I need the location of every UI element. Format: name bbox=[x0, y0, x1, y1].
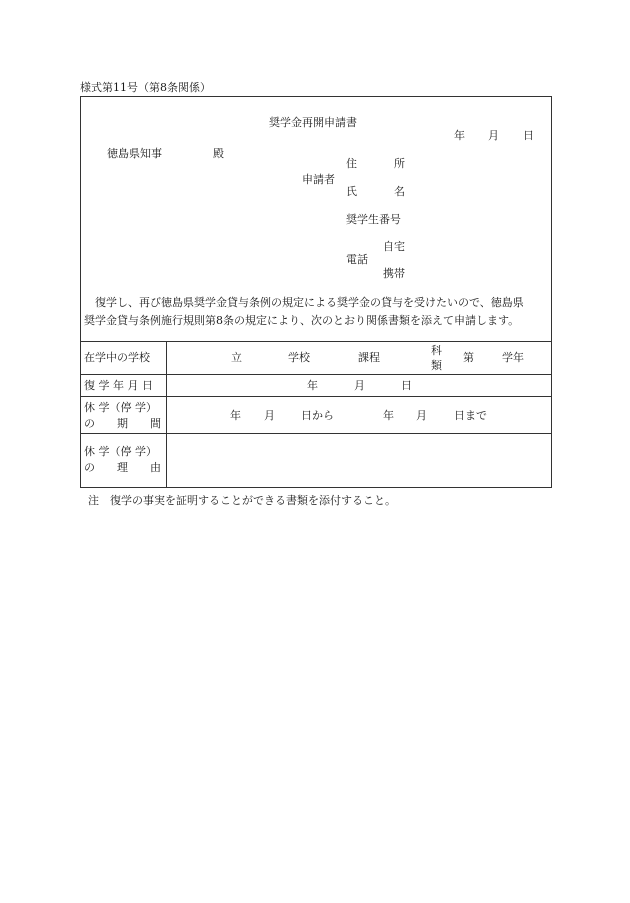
date-day-field[interactable]: 日 bbox=[523, 129, 534, 142]
school-label: 在学中の学校 bbox=[84, 351, 150, 364]
body-text-line-2: 奨学金貸与条例施行規則第8条の規定により、次のとおり関係書類を添えて申請します。 bbox=[84, 314, 520, 327]
table-label-column-divider bbox=[166, 341, 167, 488]
form-number: 様式第11号（第8条関係） bbox=[80, 81, 211, 94]
leave-to-day[interactable]: 日まで bbox=[454, 409, 487, 422]
name-label-part1: 氏 bbox=[346, 185, 357, 198]
addressee-honorific: 殿 bbox=[213, 147, 224, 160]
applicant-label: 申請者 bbox=[302, 173, 335, 186]
leave-to-month[interactable]: 月 bbox=[416, 409, 427, 422]
school-dai: 第 bbox=[463, 351, 474, 364]
body-text-line-1: 復学し、再び徳島県奨学金貸与条例の規定による奨学金の貸与を受けたいので、徳島県 bbox=[84, 296, 524, 309]
address-label-part2: 所 bbox=[394, 157, 405, 170]
address-label-part1: 住 bbox=[346, 157, 357, 170]
school-ritsu: 立 bbox=[231, 351, 242, 364]
date-month-field[interactable]: 月 bbox=[488, 129, 499, 142]
school-gakko: 学校 bbox=[288, 351, 310, 364]
student-number-label: 奨学生番号 bbox=[346, 213, 401, 226]
school-katei: 課程 bbox=[358, 351, 380, 364]
return-date-label: 復 学 年 月 日 bbox=[84, 379, 153, 392]
leave-reason-field[interactable] bbox=[170, 437, 548, 485]
footnote: 注 復学の事実を証明することができる書類を添付すること。 bbox=[88, 494, 396, 507]
leave-reason-label-line2: の 理 由 bbox=[84, 461, 161, 474]
return-date-month[interactable]: 月 bbox=[354, 379, 365, 392]
leave-to-year[interactable]: 年 bbox=[383, 409, 394, 422]
form-title: 奨学金再開申請書 bbox=[269, 116, 357, 129]
school-ka: 科 bbox=[431, 344, 442, 357]
name-label-part2: 名 bbox=[394, 185, 405, 198]
date-year-field[interactable]: 年 bbox=[454, 129, 465, 142]
table-top-border bbox=[80, 341, 552, 342]
phone-mobile-label: 携帯 bbox=[383, 267, 405, 280]
phone-label: 電話 bbox=[346, 253, 368, 266]
return-date-day[interactable]: 日 bbox=[401, 379, 412, 392]
leave-from-day[interactable]: 日から bbox=[301, 409, 334, 422]
leave-from-year[interactable]: 年 bbox=[230, 409, 241, 422]
return-date-year[interactable]: 年 bbox=[307, 379, 318, 392]
table-row-divider-3 bbox=[80, 433, 552, 434]
leave-reason-label-line1: 休 学（停 学） bbox=[84, 445, 157, 458]
table-row-divider-2 bbox=[80, 396, 552, 397]
school-gakunen: 学年 bbox=[502, 351, 524, 364]
leave-period-label-line2: の 期 間 bbox=[84, 417, 161, 430]
school-rui: 類 bbox=[431, 359, 442, 372]
leave-from-month[interactable]: 月 bbox=[264, 409, 275, 422]
table-row-divider-1 bbox=[80, 374, 552, 375]
addressee-name: 徳島県知事 bbox=[107, 147, 162, 160]
leave-period-label-line1: 休 学（停 学） bbox=[84, 401, 157, 414]
phone-home-label: 自宅 bbox=[383, 240, 405, 253]
